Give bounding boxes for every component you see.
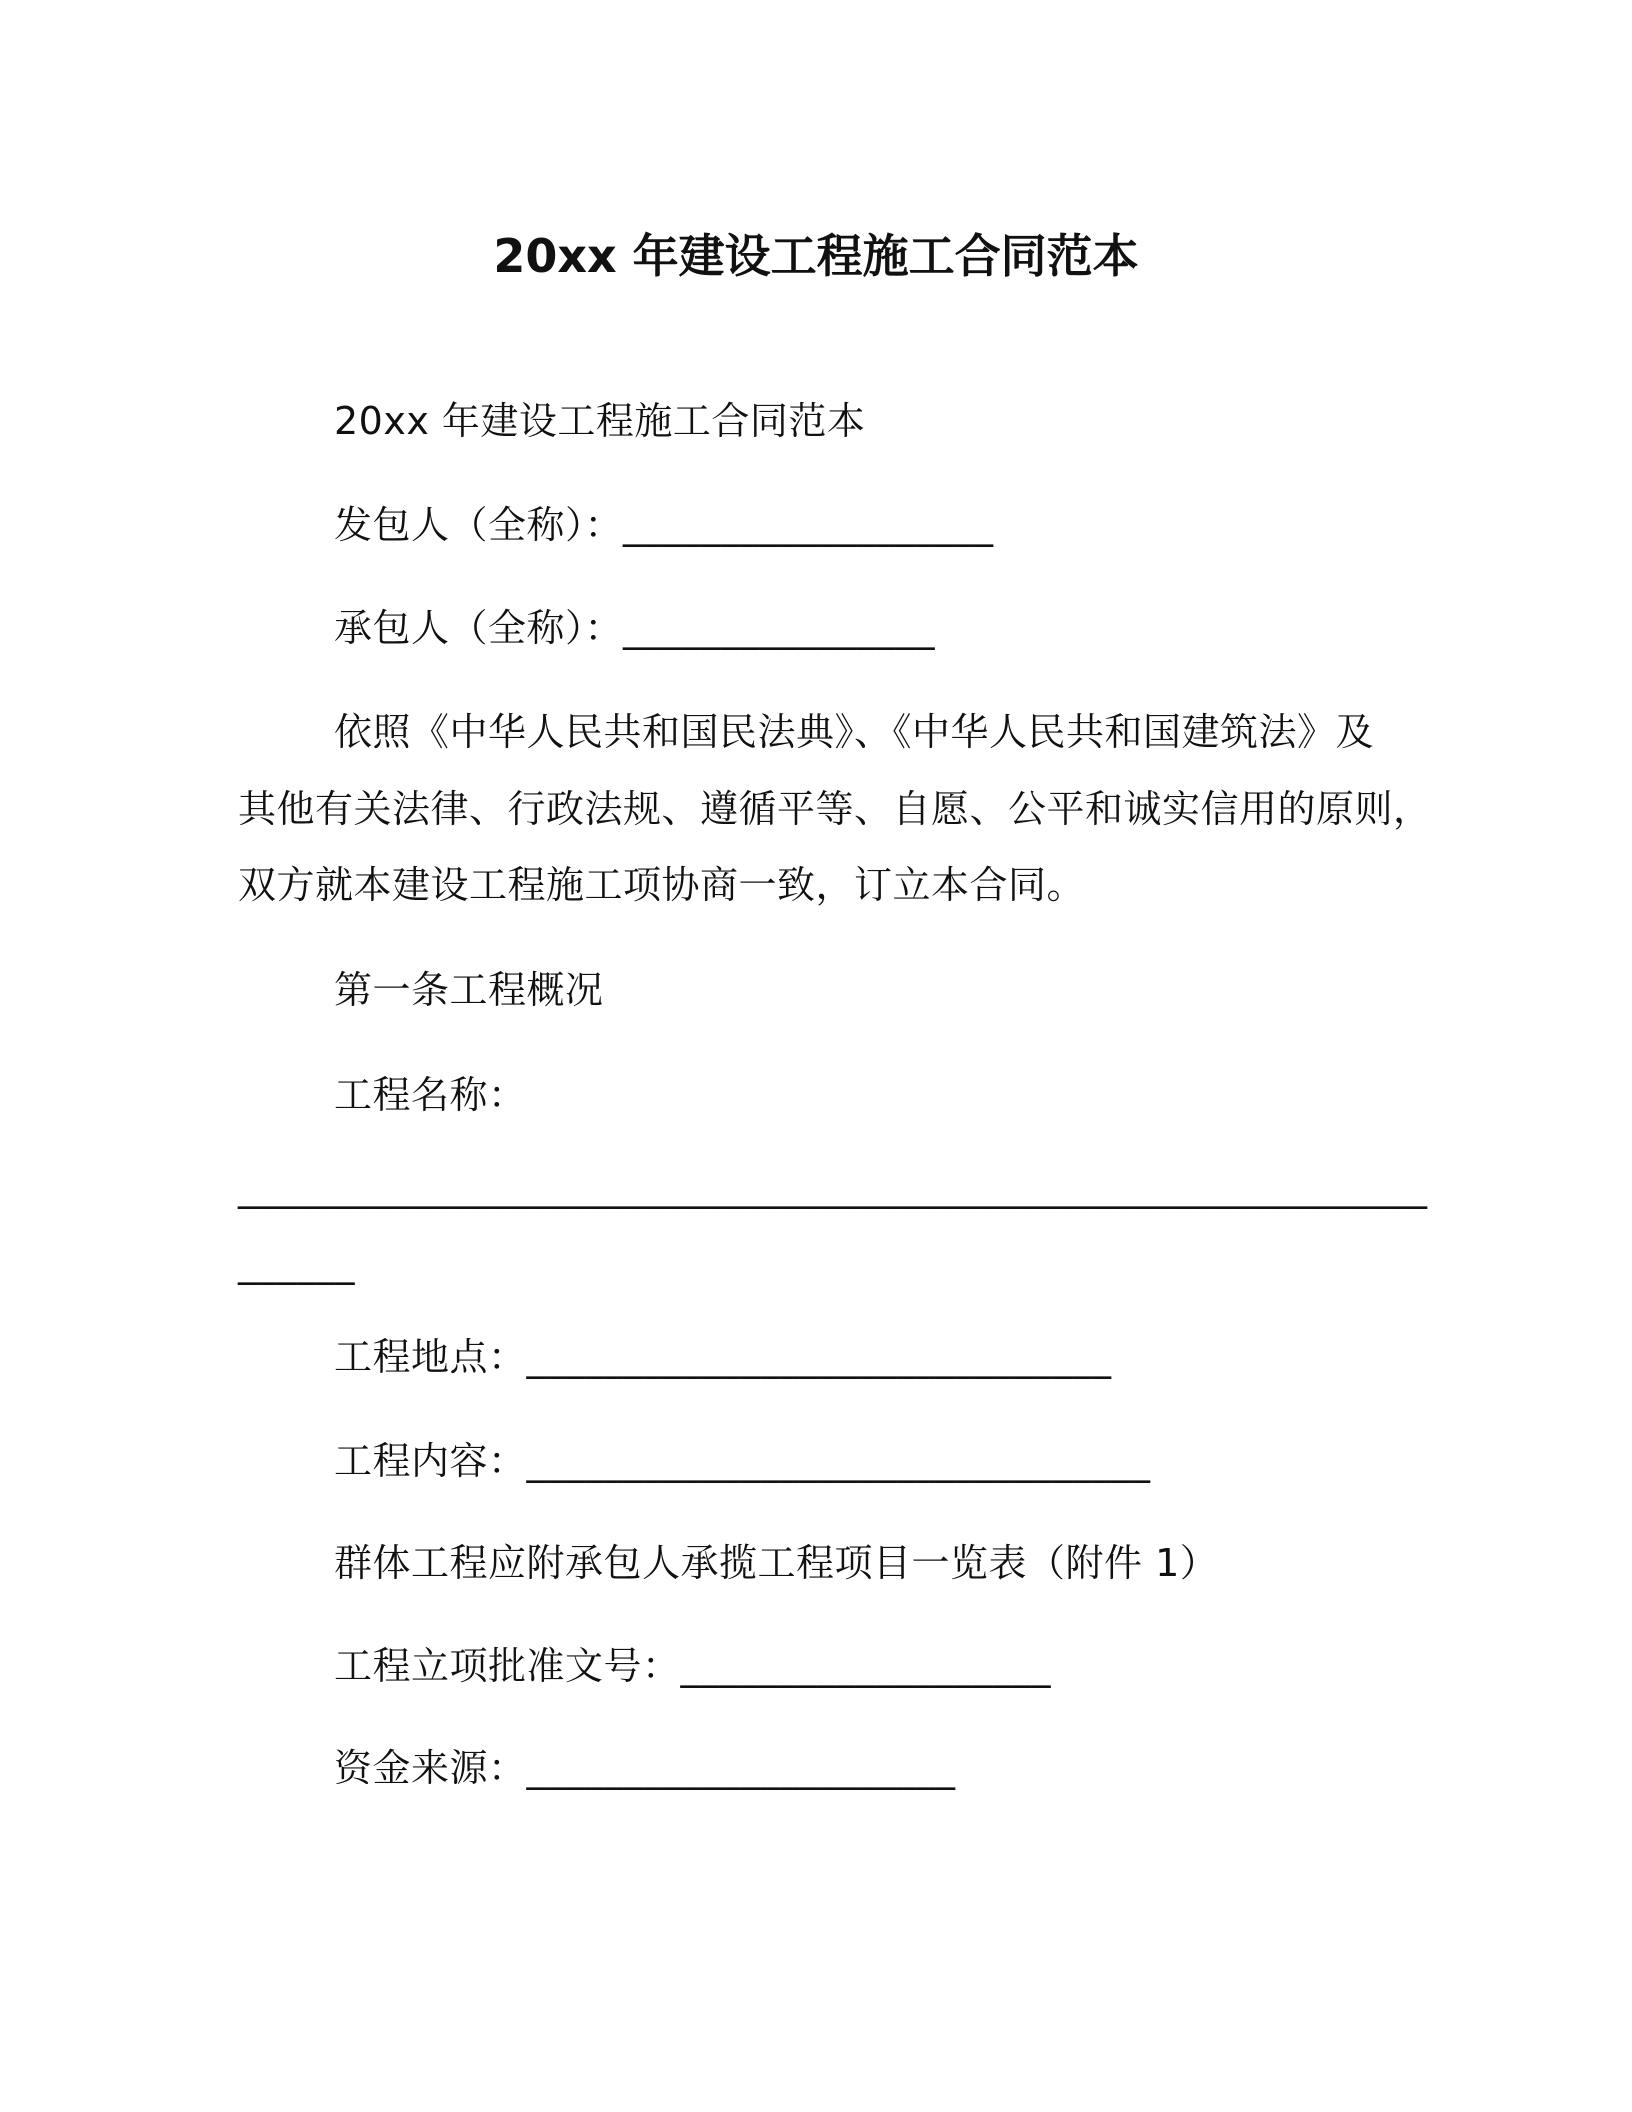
article-1-heading: 第一条工程概况 bbox=[334, 968, 604, 1012]
preamble-line-3: 双方就本建设工程施工项协商一致，订立本合同。 bbox=[238, 863, 1086, 907]
project-location-field: 工程地点：______________________________ bbox=[334, 1335, 1112, 1379]
employer-field: 发包人（全称）：___________________ bbox=[334, 503, 994, 547]
preamble-line-1: 依照《中华人民共和国民法典》、《中华人民共和国建筑法》及 bbox=[334, 710, 1375, 754]
project-name-label: 工程名称： bbox=[334, 1073, 527, 1117]
preamble-line-2: 其他有关法律、行政法规、遵循平等、自愿、公平和诚实信用的原则， bbox=[238, 787, 1432, 831]
document-subtitle: 20xx 年建设工程施工合同范本 bbox=[334, 399, 866, 443]
document-title: 20xx 年建设工程施工合同范本 bbox=[493, 229, 1139, 283]
project-name-blank-line-2: ______ bbox=[238, 1241, 355, 1285]
project-content-field: 工程内容：________________________________ bbox=[334, 1439, 1151, 1483]
funding-source-field: 资金来源：______________________ bbox=[334, 1746, 956, 1790]
contractor-field: 承包人（全称）：________________ bbox=[334, 606, 936, 650]
project-name-blank-line-1: _____________________________________________________________ bbox=[238, 1165, 1428, 1209]
group-project-note: 群体工程应附承包人承揽工程项目一览表（附件 1） bbox=[334, 1541, 1219, 1585]
approval-number-field: 工程立项批准文号：___________________ bbox=[334, 1644, 1052, 1688]
